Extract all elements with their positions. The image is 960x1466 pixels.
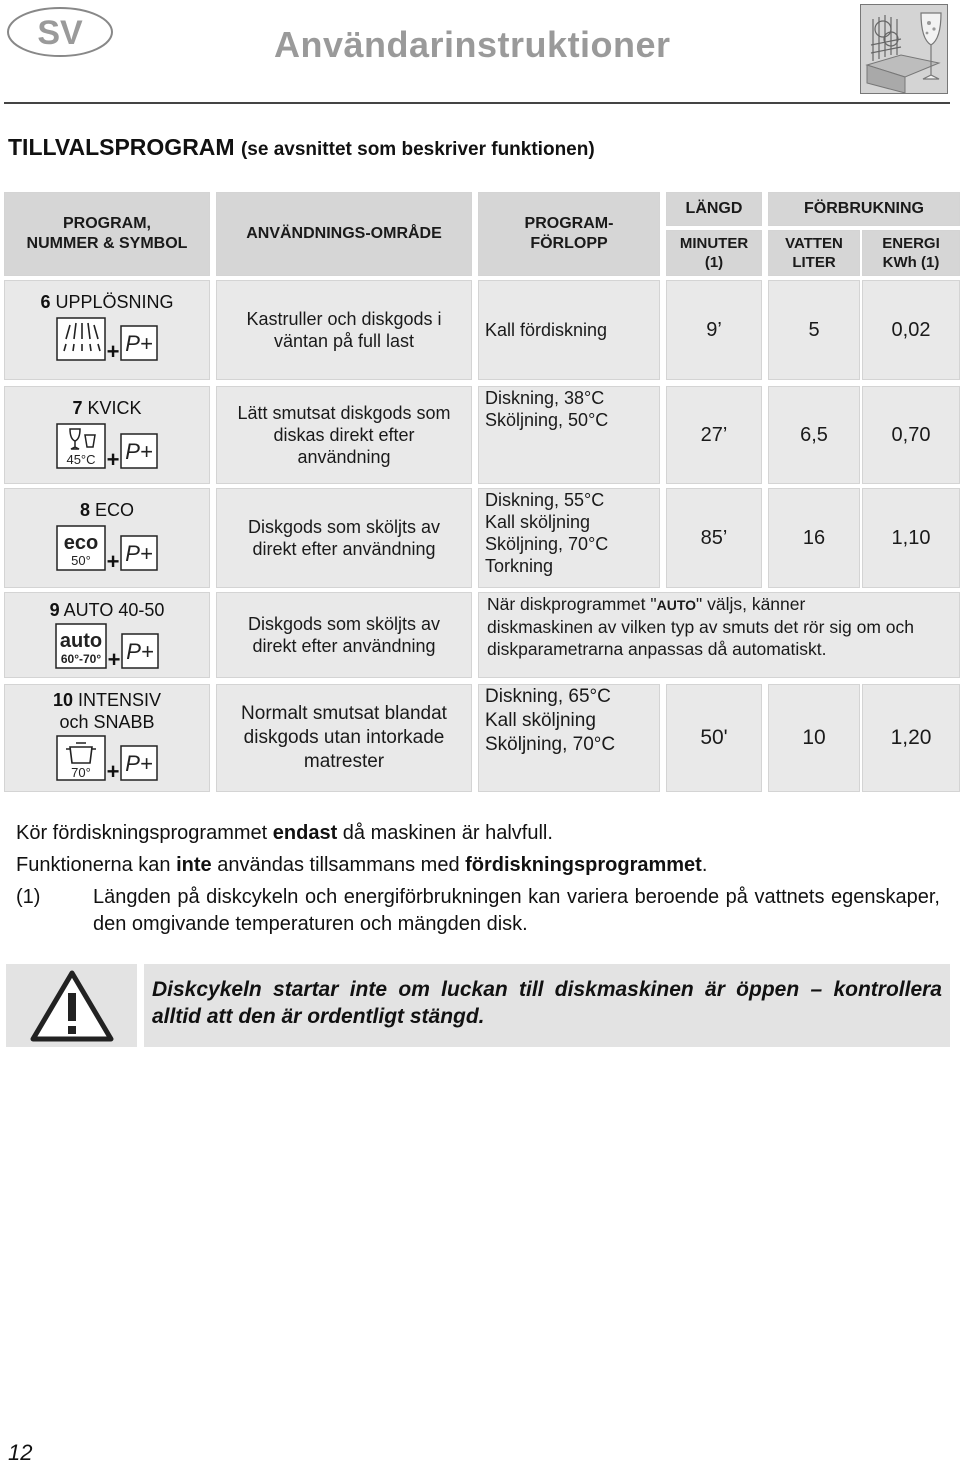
p-plus-icon	[120, 433, 158, 469]
water-cell: 10	[768, 684, 860, 792]
program-symbol	[56, 317, 159, 364]
header-program	[4, 192, 210, 276]
warning-triangle-icon	[29, 969, 115, 1043]
note-emphasis: inte	[176, 854, 212, 876]
program-title-line2: och SNABB	[59, 712, 155, 732]
table-row	[4, 386, 960, 484]
program-cell	[4, 280, 210, 380]
course-cell	[478, 280, 660, 380]
program-name	[50, 599, 165, 621]
course-line: Diskning, 65°C	[485, 686, 611, 707]
usage-line: Normalt smutsat blandat	[241, 703, 447, 724]
table-row	[4, 684, 960, 792]
program-cell	[4, 488, 210, 588]
glass-cup-icon	[56, 423, 106, 469]
usage-line: Diskgods som sköljts av	[247, 517, 441, 537]
program-name	[53, 689, 161, 711]
program-number: 7	[72, 398, 83, 418]
program-number: 9	[49, 600, 60, 620]
program-symbol	[55, 623, 160, 672]
usage-line: matrester	[303, 751, 385, 772]
table-row	[4, 280, 960, 380]
course-line: Diskning, 55°C	[485, 490, 605, 510]
course-line: Kall sköljning	[485, 710, 596, 731]
header-water-line1: VATTEN	[785, 235, 843, 252]
usage-line: diskgods utan intorkade	[243, 727, 445, 748]
shower-spray-icon	[56, 317, 106, 361]
header-program-line2: NUMMER & SYMBOL	[26, 235, 188, 252]
svg-text:P+: P+	[125, 439, 154, 464]
course-line: Kall fördiskning	[485, 320, 608, 340]
svg-text:P+: P+	[126, 639, 155, 664]
program-cell	[4, 684, 210, 792]
program-cell	[4, 592, 210, 678]
header-minutes-line2: (1)	[704, 254, 724, 271]
table-row	[4, 488, 960, 588]
section-title-main: TILLVALSPROGRAM	[8, 134, 235, 160]
auto-icon	[55, 623, 107, 669]
usage-line: direkt efter användning	[252, 539, 436, 559]
energy-cell: 0,70	[862, 386, 960, 484]
program-symbol	[56, 525, 159, 574]
footnote-mark: (1)	[16, 886, 41, 908]
program-number: 6	[40, 292, 51, 312]
usage-line: användning	[297, 447, 391, 467]
header-water-line2: LITER	[792, 254, 836, 271]
svg-text:P+: P+	[125, 751, 154, 776]
svg-text:eco: eco	[63, 532, 98, 554]
plus-sign: +	[106, 549, 120, 574]
usage-cell	[216, 386, 472, 484]
plus-sign: +	[106, 447, 120, 472]
usage-line: diskas direkt efter	[273, 425, 415, 445]
language-badge-oval	[6, 6, 114, 58]
p-plus-icon	[120, 325, 158, 361]
course-line: Diskning, 38°C	[485, 388, 605, 408]
auto-keyword: AUTO	[656, 597, 697, 613]
course-cell	[478, 488, 660, 588]
note-prerinse-half-load: Kör fördiskningsprogrammet endast då maskinen är halvfull.	[16, 822, 553, 844]
minutes-cell: 9’	[666, 280, 762, 380]
minutes-cell: 27’	[666, 386, 762, 484]
warning-box	[144, 964, 950, 1047]
water-cell: 5	[768, 280, 860, 380]
auto-note-line: diskmaskinen av vilken typ av smuts det rör sig om och	[487, 617, 914, 637]
page-number: 12	[8, 1440, 33, 1465]
course-cell	[478, 386, 660, 484]
svg-text:70°: 70°	[70, 765, 91, 780]
dishwasher-illustration-icon	[860, 4, 948, 94]
header-course-line2: FÖRLOPP	[530, 235, 608, 252]
course-line: Kall sköljning	[485, 512, 591, 532]
note-emphasis: endast	[272, 822, 338, 844]
header-minutes	[666, 230, 762, 276]
program-name	[40, 291, 173, 313]
header-course-line1: PROGRAM-	[524, 215, 614, 232]
plus-sign: +	[106, 759, 120, 784]
energy-cell: 0,02	[862, 280, 960, 380]
program-name	[80, 499, 134, 521]
energy-cell: 1,10	[862, 488, 960, 588]
note-emphasis: fördiskningsprogrammet	[465, 854, 702, 876]
svg-text:45°C: 45°C	[66, 452, 96, 467]
program-title: INTENSIV	[78, 690, 162, 710]
header-usage: ANVÄNDNINGS-OMRÅDE	[216, 192, 472, 276]
header-minutes-line1: MINUTER	[679, 235, 749, 252]
program-title: ECO	[95, 500, 135, 520]
footnote-text: Längden på diskcykeln och energiförbrukningen kan variera beroende på vattnets egenskaper, den omgivande temperaturen och mängden disk.	[93, 886, 940, 935]
section-title-sub: (se avsnittet som beskriver funktionen)	[240, 139, 595, 160]
svg-text:auto: auto	[59, 630, 102, 652]
svg-text:50°: 50°	[70, 553, 91, 568]
usage-line: Lätt smutsat diskgods som	[237, 403, 451, 423]
header-course	[478, 192, 660, 276]
program-symbol	[56, 423, 159, 472]
usage-line: väntan på full last	[273, 331, 415, 351]
minutes-cell: 50'	[666, 684, 762, 792]
header-divider	[4, 102, 950, 104]
usage-cell	[216, 592, 472, 678]
plus-sign: +	[107, 647, 121, 672]
program-symbol	[56, 735, 159, 784]
p-plus-icon	[120, 535, 158, 571]
svg-text:60°-70°: 60°-70°	[60, 652, 101, 666]
usage-cell	[216, 488, 472, 588]
water-cell: 6,5	[768, 386, 860, 484]
minutes-cell: 85’	[666, 488, 762, 588]
program-title: UPPLÖSNING	[55, 292, 174, 312]
water-cell: 16	[768, 488, 860, 588]
usage-line: Kastruller och diskgods i	[246, 309, 442, 329]
eco-icon	[56, 525, 106, 571]
warning-icon-box	[6, 964, 137, 1047]
header-water	[768, 230, 860, 276]
table-header-row	[4, 192, 960, 276]
course-cell	[478, 684, 660, 792]
course-line: Sköljning, 70°C	[485, 734, 616, 755]
usage-line: direkt efter användning	[252, 636, 436, 656]
p-plus-icon	[120, 745, 158, 781]
usage-line: Diskgods som sköljts av	[247, 614, 441, 634]
program-number: 8	[79, 500, 90, 520]
program-title: KVICK	[87, 398, 142, 418]
p-plus-icon	[121, 633, 159, 669]
section-title	[8, 134, 595, 161]
auto-note-line: diskparametrarna anpassas då automatiskt.	[487, 639, 827, 659]
program-name	[72, 397, 141, 419]
header-consumption: FÖRBRUKNING	[768, 192, 960, 226]
svg-text:P+: P+	[125, 541, 154, 566]
pot-icon	[56, 735, 106, 781]
course-line: Torkning	[485, 556, 554, 576]
header-energy-line1: ENERGI	[882, 235, 940, 252]
header-energy-line2: KWh (1)	[882, 254, 940, 271]
course-line: Sköljning, 50°C	[485, 410, 609, 430]
header-energy	[862, 230, 960, 276]
program-number: 10	[52, 690, 73, 710]
language-code: SV	[37, 14, 83, 52]
header-program-line1: PROGRAM,	[63, 215, 151, 232]
table-row	[4, 592, 960, 678]
energy-cell: 1,20	[862, 684, 960, 792]
auto-note-cell	[478, 592, 960, 678]
note-functions-not-with-prerinse: Funktionerna kan inte användas tillsammans med fördiskningsprogrammet.	[16, 854, 708, 876]
document-title: Användarinstruktioner	[274, 24, 671, 65]
header-length: LÄNGD	[666, 192, 762, 226]
auto-note-line: När diskprogrammet "AUTO" väljs, känner	[487, 594, 806, 614]
program-cell	[4, 386, 210, 484]
svg-text:P+: P+	[125, 331, 154, 356]
usage-cell	[216, 280, 472, 380]
warning-text: Diskcykeln startar inte om luckan till diskmaskinen är öppen – kontrollera alltid att den är ordentligt stängd.	[152, 978, 942, 1028]
course-line: Sköljning, 70°C	[485, 534, 609, 554]
usage-cell	[216, 684, 472, 792]
program-title: AUTO 40-50	[63, 600, 165, 620]
plus-sign: +	[106, 339, 120, 364]
language-badge	[6, 6, 114, 58]
